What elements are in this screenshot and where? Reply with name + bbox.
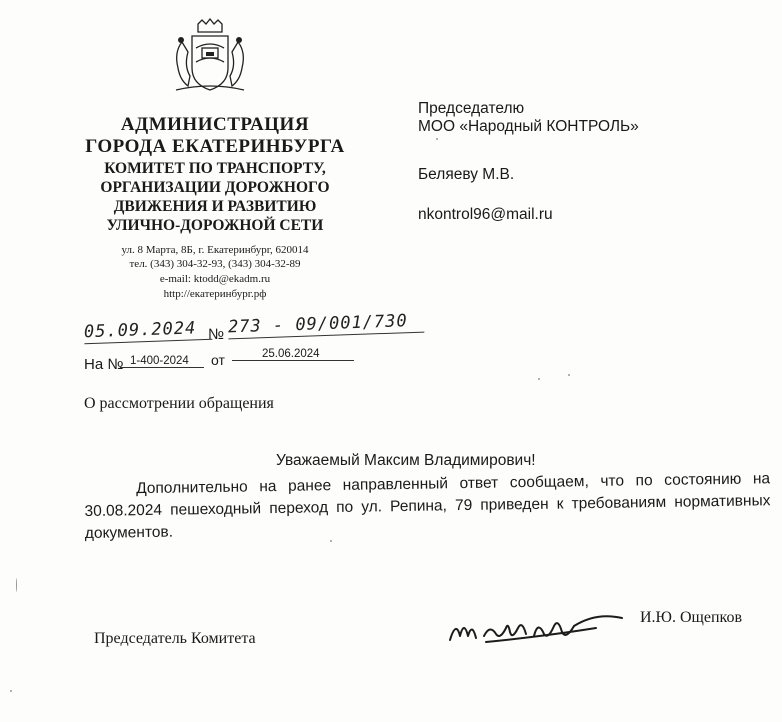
scan-speck	[10, 690, 12, 692]
recipient-position: Председателю	[418, 100, 525, 117]
signatory-name: И.Ю. Ощепков	[640, 609, 743, 626]
coat-of-arms-emblem	[168, 18, 252, 96]
scan-speck	[330, 540, 332, 542]
from-label: от	[211, 352, 225, 368]
org-title-line2: ГОРОДА ЕКАТЕРИНБУРГА	[85, 136, 345, 157]
recipient-name: Беляеву М.В.	[418, 166, 515, 183]
outgoing-number: 273 - 09/001/730	[228, 311, 425, 340]
recipient-email: nkontrol96@mail.ru	[418, 206, 553, 223]
outgoing-date: 05.09.2024	[84, 318, 213, 344]
email-line: e-mail: ktodd@ekadm.ru	[159, 273, 271, 285]
committee-line: ОРГАНИЗАЦИИ ДОРОЖНОГО	[100, 179, 330, 196]
outgoing-number-field	[227, 311, 424, 338]
committee-line: УЛИЧНО-ДОРОЖНОЙ СЕТИ	[106, 217, 324, 234]
signatory-title: Председатель Комитета	[94, 630, 256, 647]
letter-greeting: Уважаемый Максим Владимирович!	[276, 452, 536, 469]
scan-speck	[568, 374, 570, 376]
committee-line: КОМИТЕТ ПО ТРАНСПОРТУ,	[104, 160, 326, 177]
reply-prefix: На №	[84, 356, 124, 373]
phone-line: тел. (343) 304-32-93, (343) 304-32-89	[129, 258, 301, 270]
website-line: http://екатеринбург.рф	[163, 288, 267, 300]
scan-speck	[16, 578, 17, 592]
letter-subject: О рассмотрении обращения	[84, 395, 274, 412]
address-line: ул. 8 Марта, 8Б, г. Екатеринбург, 620014	[121, 244, 309, 256]
committee-line: ДВИЖЕНИЯ И РАЗВИТИЮ	[113, 198, 317, 215]
reply-date: 25.06.2024	[232, 348, 354, 361]
outgoing-date-field	[84, 320, 212, 342]
org-title-line1: АДМИНИСТРАЦИЯ	[120, 114, 310, 135]
scan-speck	[538, 378, 540, 380]
reply-number: 1-400-2024	[120, 355, 204, 368]
recipient-organization: МОО «Народный КОНТРОЛЬ»	[418, 118, 639, 135]
letter-body: Дополнительно на ранее направленный ответ сообщаем, что по состоянию на 30.08.2024 пешеходный переход по ул. Репина, 79 приведен к требованиям нормативных документов.	[84, 470, 771, 542]
scan-speck	[436, 138, 438, 140]
number-sign: №	[208, 326, 225, 343]
handwritten-signature	[446, 606, 626, 648]
